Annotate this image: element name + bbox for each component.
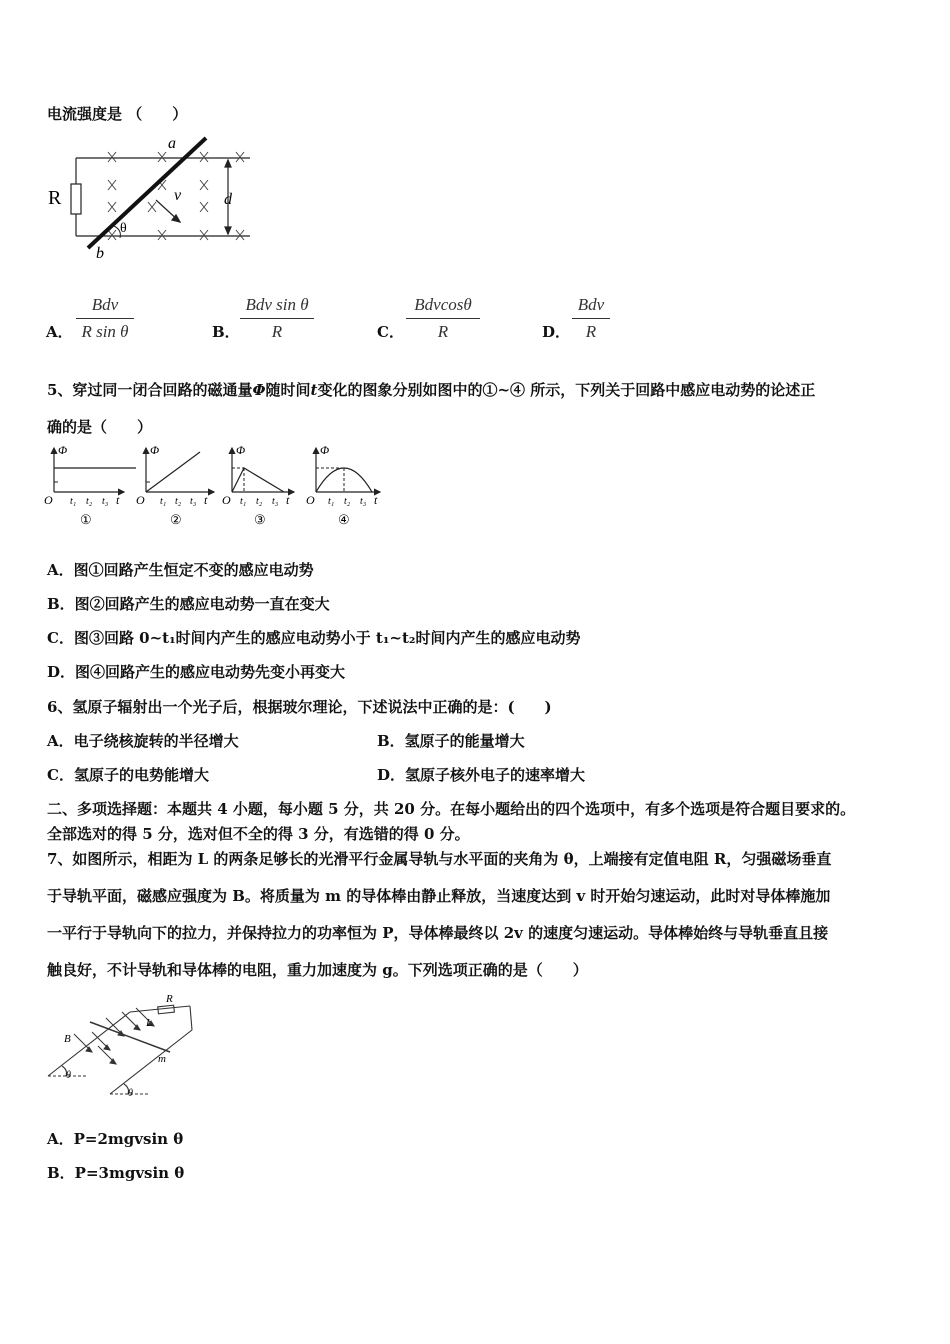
q4-option-a-den: R sin θ [81, 322, 129, 341]
q5-graph4-origin: O [306, 493, 315, 507]
q5-option-d: D．图④回路产生的感应电动势先变小再变大 [47, 663, 346, 681]
q4-option-c-den: R [437, 322, 449, 341]
q4-option-d-label: D． [542, 323, 571, 341]
q4-label-v: v [174, 187, 182, 204]
q5-graph-1 [44, 443, 136, 527]
q5-graph2-xlabel: t [204, 493, 208, 507]
q5-graph-4 [306, 443, 380, 527]
q5-graph1-origin: O [44, 493, 53, 507]
q5-graph3-xlabel: t [286, 493, 290, 507]
q5-graph1-t1: t₁ [70, 496, 77, 507]
q7-stem-line1: 7、如图所示，相距为 L 的两条足够长的光滑平行金属导轨与水平面的夹角为 θ，上端接有定值电阻 R，匀强磁场垂直 [47, 850, 832, 868]
q5-graph1-t2: t₂ [86, 496, 93, 507]
q5-graph-2 [136, 443, 214, 527]
q4-option-a-label: A． [46, 323, 73, 341]
q7-label-theta1: θ [66, 1070, 71, 1081]
q4-option-b-fraction [240, 294, 314, 343]
q5-graph2-ylabel: Φ [150, 443, 160, 457]
q5-graph2-caption: ② [170, 512, 182, 527]
q5-stem-part1: 5、穿过同一闭合回路的磁通量 [47, 381, 253, 399]
q5-stem-phi: Φ [252, 381, 266, 399]
section2-heading-line2: 全部选对的得 5 分，选对但不全的得 3 分，有选错的得 0 分。 [47, 825, 470, 843]
q7-stem-line4: 触良好，不计导轨和导体棒的电阻，重力加速度为 g。下列选项正确的是（ ） [47, 961, 588, 979]
q4-circuit-figure [40, 128, 270, 263]
q5-graph3-t3: t₃ [272, 496, 279, 507]
q5-graph3-ylabel: Φ [236, 443, 246, 457]
q5-option-b: B．图②回路产生的感应电动势一直在变大 [47, 595, 330, 613]
q5-graph4-t2: t₂ [344, 496, 351, 507]
q4-option-c-label: C． [377, 323, 404, 341]
q5-stem-line2: 确的是（ ） [47, 418, 153, 436]
q5-graph1-t3: t₃ [102, 496, 109, 507]
q5-graph4-xlabel: t [374, 493, 378, 507]
q7-label-theta2: θ [128, 1088, 133, 1099]
q5-graph2-t1: t₁ [160, 496, 167, 507]
q5-stem-part3: 变化的图象分别如图中的①~④ 所示，下列关于回路中感应电动势的论述正 [317, 381, 816, 399]
q5-graphs-figure [40, 442, 390, 532]
q5-option-a: A．图①回路产生恒定不变的感应电动势 [47, 561, 314, 579]
q5-graph4-caption: ④ [338, 512, 350, 527]
q7-label-L: L [146, 1017, 153, 1029]
q4-option-d-num: Bdv [577, 295, 605, 314]
q4-label-theta: θ [120, 221, 127, 236]
q7-option-a: A．P=2mgvsin θ [47, 1130, 184, 1148]
q4-option-c-fraction [406, 294, 480, 343]
q4-option-b-num: Bdv sin θ [245, 295, 309, 314]
q5-option-c: C．图③回路 0~t₁时间内产生的感应电动势小于 t₁~t₂时间内产生的感应电动势 [47, 629, 581, 647]
q7-label-B: B [64, 1033, 71, 1045]
q4-option-c-num: Bdvcosθ [414, 295, 472, 314]
q7-stem-line3: 一平行于导轨向下的拉力，并保持拉力的功率恒为 P，导体棒最终以 2v 的速度匀速运动。导体棒始终与导轨垂直且接 [47, 924, 829, 942]
q7-label-m: m [158, 1053, 166, 1065]
q5-graph-3 [222, 443, 294, 527]
q6-stem: 6、氢原子辐射出一个光子后，根据玻尔理论，下述说法中正确的是：( ) [47, 698, 552, 716]
q6-option-a: A．电子绕核旋转的半径增大 [47, 732, 239, 750]
q5-graph4-t1: t₁ [328, 496, 335, 507]
q6-option-d: D．氢原子核外电子的速率增大 [377, 766, 586, 784]
q5-graph3-origin: O [222, 493, 231, 507]
q5-graph1-xlabel: t [116, 493, 120, 507]
q5-stem-line1 [47, 379, 815, 400]
q5-graph2-origin: O [136, 493, 145, 507]
q4-option-a-fraction [76, 294, 134, 343]
q5-graph3-t1: t₁ [240, 496, 247, 507]
q4-option-d-fraction [572, 294, 610, 343]
q7-stem-line2: 于导轨平面，磁感应强度为 B。将质量为 m 的导体棒由静止释放，当速度达到 v 时开始匀速运动，此时对导体棒施加 [47, 887, 831, 905]
q5-graph1-ylabel: Φ [58, 443, 68, 457]
q7-incline-figure [40, 990, 200, 1102]
q5-graph3-caption: ③ [254, 512, 266, 527]
q6-option-b: B．氢原子的能量增大 [377, 732, 525, 750]
q5-graph2-t2: t₂ [175, 496, 182, 507]
q4-label-b: b [96, 245, 104, 262]
q5-graph2-t3: t₃ [190, 496, 197, 507]
q7-option-b: B．P=3mgvsin θ [47, 1164, 185, 1182]
q4-option-a-num: Bdv [91, 295, 119, 314]
q5-stem-part2: 随时间 [265, 381, 311, 399]
q4-option-d-den: R [585, 322, 597, 341]
q5-graph1-caption: ① [80, 512, 92, 527]
q5-stem-t: t [310, 381, 318, 399]
q6-option-c: C．氢原子的电势能增大 [47, 766, 209, 784]
q4-label-d: d [224, 191, 232, 208]
q4-option-b-den: R [271, 322, 283, 341]
q4-stem-tail: 电流强度是 （ ） [47, 105, 188, 123]
q5-graph4-t3: t₃ [360, 496, 367, 507]
q4-label-R: R [48, 187, 62, 209]
q5-graph3-t2: t₂ [256, 496, 263, 507]
q4-option-b-label: B． [212, 323, 240, 341]
section2-heading-line1: 二、多项选择题：本题共 4 小题，每小题 5 分，共 20 分。在每小题给出的四个选项中，有多个选项是符合题目要求的。 [47, 800, 856, 818]
q7-label-R: R [166, 993, 173, 1005]
q4-label-a: a [168, 135, 176, 152]
q5-graph4-ylabel: Φ [320, 443, 330, 457]
